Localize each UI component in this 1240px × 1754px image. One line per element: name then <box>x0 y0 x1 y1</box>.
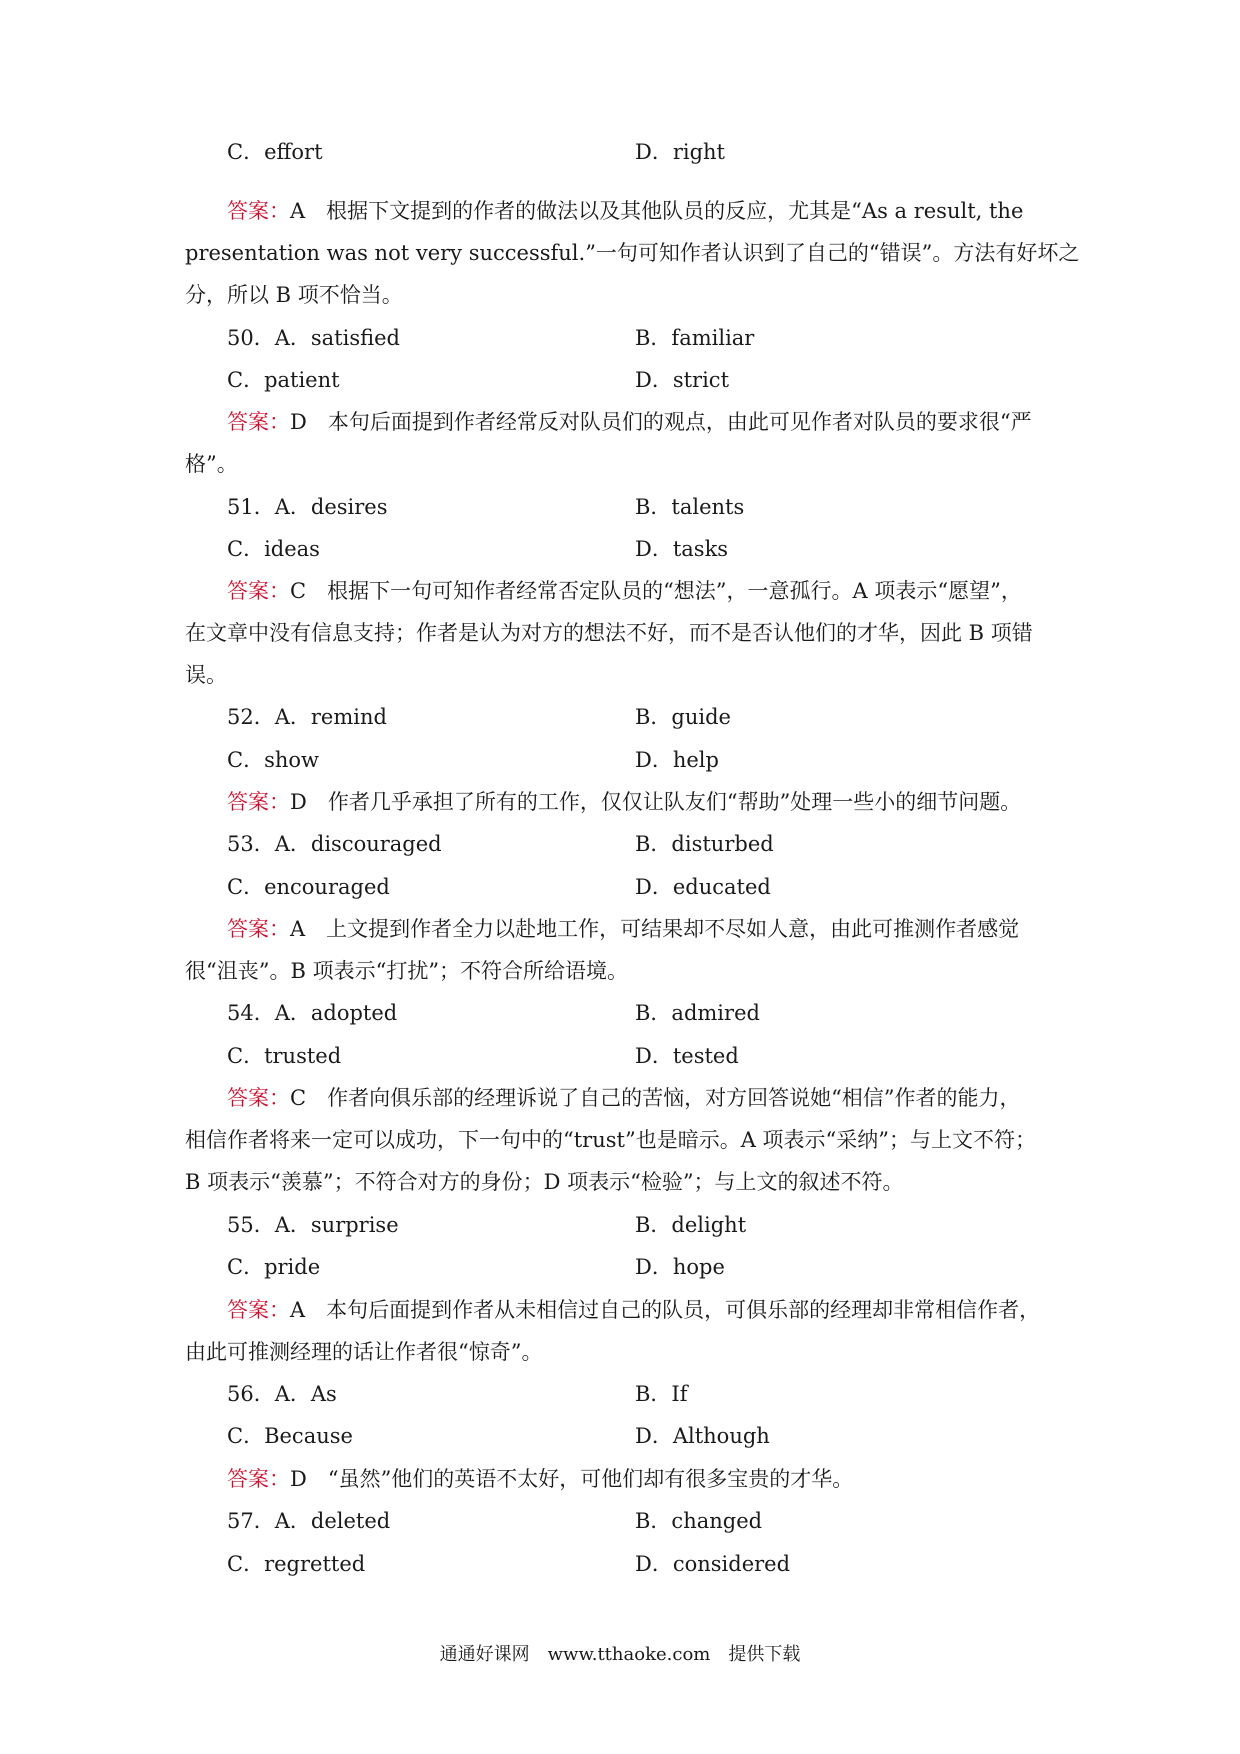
answer-55-line2: 由此可推测经理的话让作者很“惊奇”。 <box>185 1340 543 1364</box>
q56-option-c: C．Because <box>227 1424 353 1448</box>
q57-option-a: 57．A．deleted <box>227 1509 391 1533</box>
answer-54 <box>227 1082 1021 1112</box>
answer-label: 答案： <box>227 199 290 223</box>
q56-option-a: 56．A．As <box>227 1382 337 1406</box>
answer-label: 答案： <box>227 1467 290 1491</box>
answer-49 <box>227 195 1023 225</box>
q50-option-b: B．familiar <box>635 326 755 350</box>
q55-option-c: C．pride <box>227 1255 321 1279</box>
q51-option-c: C．ideas <box>227 537 320 561</box>
answer-49-line3: 分，所以 B 项不恰当。 <box>185 283 403 307</box>
q54-option-b: B．admired <box>635 1001 760 1025</box>
answer-52 <box>227 786 1021 816</box>
q52-option-b: B．guide <box>635 705 731 729</box>
q56-option-b: B．If <box>635 1382 688 1406</box>
q52-option-d: D．help <box>635 748 719 772</box>
answer-label: 答案： <box>227 1298 290 1322</box>
page-footer: 通通好课网 www.tthaoke.com 提供下载 <box>439 1644 801 1665</box>
answer-text: A 本句后面提到作者从未相信过自己的队员，可俱乐部的经理却非常相信作者， <box>290 1298 1041 1322</box>
q53-option-b: B．disturbed <box>635 832 774 856</box>
q53-option-d: D．educated <box>635 875 771 899</box>
q57-option-c: C．regretted <box>227 1552 366 1576</box>
answer-53 <box>227 913 1019 943</box>
q51-option-a: 51．A．desires <box>227 495 388 519</box>
answer-54-line3: B 项表示“羡慕”；不符合对方的身份；D 项表示“检验”；与上文的叙述不符。 <box>185 1170 904 1194</box>
q56-option-d: D．Although <box>635 1424 770 1448</box>
answer-text: D 作者几乎承担了所有的工作，仅仅让队友们“帮助”处理一些小的细节问题。 <box>290 790 1022 814</box>
answer-53-line2: 很“沮丧”。B 项表示“打扰”；不符合所给语境。 <box>185 959 629 983</box>
q50-option-c: C．patient <box>227 368 340 392</box>
answer-text: A 上文提到作者全力以赴地工作，可结果却不尽如人意，由此可推测作者感觉 <box>290 917 1020 941</box>
q54-option-d: D．tested <box>635 1044 739 1068</box>
q53-option-a: 53．A．discouraged <box>227 832 442 856</box>
answer-label: 答案： <box>227 410 290 434</box>
answer-56 <box>227 1463 853 1493</box>
q54-option-c: C．trusted <box>227 1044 342 1068</box>
answer-label: 答案： <box>227 1086 290 1110</box>
q55-option-a: 55．A．surprise <box>227 1213 399 1237</box>
q53-option-c: C．encouraged <box>227 875 390 899</box>
answer-text: D “虽然”他们的英语不太好，可他们却有很多宝贵的才华。 <box>290 1467 854 1491</box>
answer-text: A 根据下文提到的作者的做法以及其他队员的反应，尤其是“As a result, the <box>290 199 1024 223</box>
answer-label: 答案： <box>227 917 290 941</box>
q50-option-d: D．strict <box>635 368 730 392</box>
answer-text: C 根据下一句可知作者经常否定队员的“想法”，一意孤行。A 项表示“愿望”， <box>290 579 1022 603</box>
answer-54-line2: 相信作者将来一定可以成功，下一句中的“trust”也是暗示。A 项表示“采纳”；与上文不符； <box>185 1128 1036 1152</box>
answer-text: D 本句后面提到作者经常反对队员们的观点，由此可见作者对队员的要求很“严 <box>290 410 1032 434</box>
q57-option-d: D．considered <box>635 1552 791 1576</box>
answer-51-line3: 误。 <box>185 663 227 687</box>
q54-option-a: 54．A．adopted <box>227 1001 398 1025</box>
answer-50-line2: 格”。 <box>185 452 238 476</box>
q51-option-b: B．talents <box>635 495 745 519</box>
answer-51 <box>227 575 1022 605</box>
q55-option-b: B．delight <box>635 1213 747 1237</box>
answer-label: 答案： <box>227 579 290 603</box>
q52-option-a: 52．A．remind <box>227 705 387 729</box>
option-c-prev: C．effort <box>227 140 323 164</box>
q52-option-c: C．show <box>227 748 319 772</box>
answer-55 <box>227 1294 1040 1324</box>
q57-option-b: B．changed <box>635 1509 763 1533</box>
answer-label: 答案： <box>227 790 290 814</box>
q50-option-a: 50．A．satisfied <box>227 326 400 350</box>
option-d-prev: D．right <box>635 140 725 164</box>
q55-option-d: D．hope <box>635 1255 725 1279</box>
answer-49-line2: presentation was not very successful.”一句可知作者认识到了自己的“错误”。方法有好坏之 <box>185 241 1080 265</box>
answer-51-line2: 在文章中没有信息支持；作者是认为对方的想法不好，而不是否认他们的才华，因此 B 项错 <box>185 621 1033 645</box>
answer-text: C 作者向俱乐部的经理诉说了自己的苦恼，对方回答说她“相信”作者的能力， <box>290 1086 1021 1110</box>
answer-50 <box>227 406 1032 436</box>
q51-option-d: D．tasks <box>635 537 729 561</box>
